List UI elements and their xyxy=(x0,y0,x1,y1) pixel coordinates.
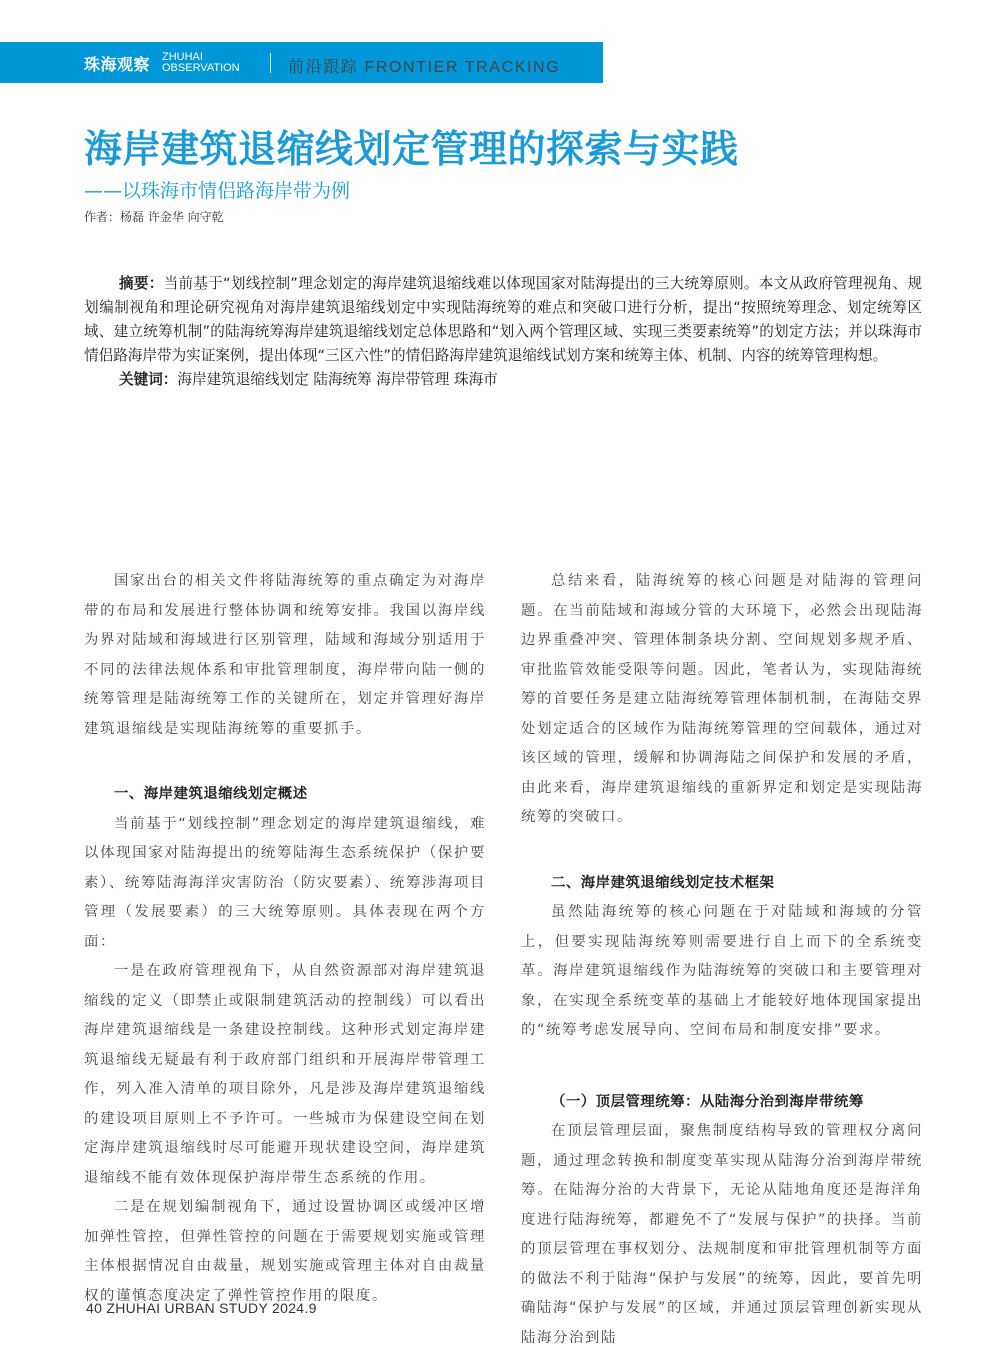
body-paragraph: 当前基于“划线控制”理念划定的海岸建筑退缩线，难以体现国家对陆海提出的统筹陆海生态系统保护（保护要素）、统筹陆海海洋灾害防治（防灾要素）、统筹涉海项目管理（发展要素）的三大统筹原则。具体表现在两个方面： xyxy=(84,815,486,950)
section-name-en-line1: ZHUHAI xyxy=(162,51,203,63)
abstract-block xyxy=(84,272,922,392)
banner-divider xyxy=(270,53,271,73)
section-name-en-line2: OBSERVATION xyxy=(162,62,240,74)
article-subtitle: ——以珠海市情侣路海岸带为例 xyxy=(84,180,351,202)
body-paragraph: 总结来看，陆海统筹的核心问题是对陆海的管理问题。在当前陆域和海域分管的大环境下，必然会出现陆海边界重叠冲突、管理体制条块分割、空间规划多规矛盾、审批监管效能受限等问题。因此，笔者认为，实现陆海统筹的首要任务是建立陆海统筹管理体制机制，在海陆交界处划定适合的区域作为陆海统筹管理的空间载体，通过对该区域的管理，缓解和协调海陆之间保护和发展的矛盾，由此来看，海岸建筑退缩线的重新界定和划定是实现陆海统筹的突破口。 xyxy=(521,573,923,825)
section-name-cn: 珠海观察 xyxy=(84,55,151,74)
page-footer: 40 ZHUHAI URBAN STUDY 2024.9 xyxy=(86,1300,317,1316)
keywords-label: 关键词： xyxy=(119,371,178,388)
intro-paragraph: 国家出台的相关文件将陆海统筹的重点确定为对海岸带的布局和发展进行整体协调和统筹安排。我国以海岸线为界对陆域和海域进行区别管理，陆域和海域分别适用于不同的法律法规体系和审批管理制度，海岸带向陆一侧的统筹管理是陆海统筹工作的关键所在，划定并管理好海岸建筑退缩线是实现陆海统筹的重要抓手。 xyxy=(84,573,486,737)
body-paragraph: 二是在规划编制视角下，通过设置协调区或缓冲区增加弹性管控，但弹性管控的问题在于需要规划实施或管理主体根据情况自由裁量，规划实施或管理主体对自由裁量权的谨慎态度决定了弹性管控作用的限度。 xyxy=(84,1199,486,1304)
section-heading: 一、海岸建筑退缩线划定概述 xyxy=(114,786,308,802)
article-title: 海岸建筑退缩线划定管理的探索与实践 xyxy=(84,127,739,171)
body-paragraph: 虽然陆海统筹的核心问题在于对陆域和海域的分管上，但要实现陆海统筹则需要进行自上而下的全系统变革。海岸建筑退缩线作为陆海统筹的突破口和主要管理对象，在实现全系统变革的基础上才能较好地体现国家提出的“统筹考虑发展导向、空间布局和制度安排”要求。 xyxy=(521,904,923,1038)
body-paragraph: 一是在政府管理视角下，从自然资源部对海岸建筑退缩线的定义（即禁止或限制建筑活动的控制线）可以看出海岸建筑退缩线是一条建设控制线。这种形式划定海岸建筑退缩线无疑最有利于政府部门组织和开展海岸带管理工作，列入准入清单的项目除外，凡是涉及海岸建筑退缩线的建设项目原则上不予许可。一些城市为保建设空间在划定海岸建筑退缩线时尽可能避开现状建设空间，海岸建筑退缩线不能有效体现保护海岸带生态系统的作用。 xyxy=(84,963,486,1186)
body-column-left xyxy=(84,567,486,1311)
article-authors: 作者：杨磊 许金华 向守乾 xyxy=(84,210,224,224)
abstract xyxy=(84,272,922,368)
body-paragraph: 在顶层管理层面，聚焦制度结构导致的管理权分离问题，通过理念转换和制度变革实现从陆海分治到海岸带统筹。在陆海分治的大背景下，无论从陆地角度还是海洋角度进行陆海统筹，都避免不了“发展与保护”的抉择。当前的顶层管理在事权划分、法规制度和审批管理机制等方面的做法不利于陆海“保护与发展”的统筹，因此，要首先明确陆海“保护与发展”的区域，并通过顶层管理创新实现从陆海分治到陆 xyxy=(521,1123,923,1346)
abstract-label: 摘要： xyxy=(119,275,164,292)
section-heading: 二、海岸建筑退缩线划定技术框架 xyxy=(551,874,775,891)
column-name: 前沿跟踪 FRONTIER TRACKING xyxy=(288,59,561,76)
body-column-right xyxy=(521,567,923,1353)
keywords xyxy=(84,368,922,392)
section-name-en xyxy=(162,52,240,74)
section-banner xyxy=(0,42,603,83)
subsection-heading: （一）顶层管理统筹：从陆海分治到海岸带统筹 xyxy=(551,1093,864,1110)
keywords-text: 海岸建筑退缩线划定 陆海统筹 海岸带管理 珠海市 xyxy=(177,371,498,388)
abstract-text: 当前基于“划线控制”理念划定的海岸建筑退缩线难以体现国家对陆海提出的三大统筹原则。本文从政府管理视角、规划编制视角和理论研究视角对海岸建筑退缩线划定中实现陆海统筹的难点和突破口进行分析，提出“按照统筹理念、划定统筹区域、建立统筹机制”的陆海统筹海岸建筑退缩线划定总体思路和“划入两个管理区域、实现三类要素统筹”的划定方法；并以珠海市情侣路海岸带为实证案例，提出体现“三区六性”的情侣路海岸建筑退缩线试划方案和统筹主体、机制、内容的统筹管理构想。 xyxy=(84,275,922,364)
